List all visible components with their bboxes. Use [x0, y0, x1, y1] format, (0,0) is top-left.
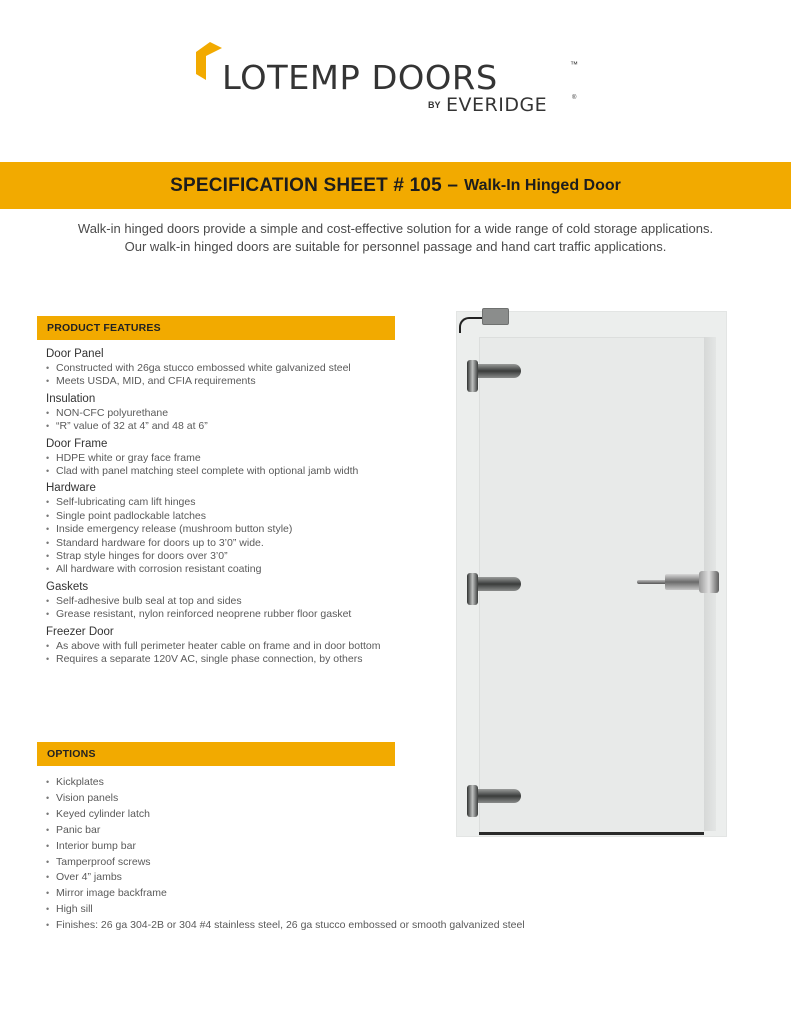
list-item: • Kickplates — [46, 775, 646, 791]
intro-line-2: Our walk-in hinged doors are suitable for personnel passage and hand cart traffic applications. — [124, 239, 667, 254]
list-item: • Finishes: 26 ga 304-2B or 304 #4 stainless steel, 26 ga stucco embossed or smooth galvanized steel — [46, 918, 646, 934]
list-item: • As above with full perimeter heater cable on frame and in door bottom — [46, 640, 391, 653]
door-panel-list — [46, 362, 416, 389]
hinge-top-icon — [465, 360, 525, 394]
hardware-list — [46, 496, 416, 576]
list-item: • Keyed cylinder latch — [46, 807, 646, 823]
gaskets-list — [46, 595, 416, 622]
intro-paragraph — [0, 220, 791, 256]
company-logo — [194, 40, 594, 120]
list-item: • Inside emergency release (mushroom button style) — [46, 523, 416, 536]
list-item: • Over 4” jambs — [46, 870, 646, 886]
registered-symbol: ® — [572, 95, 577, 101]
group-title-door-panel: Door Panel — [46, 348, 104, 360]
group-title-gaskets: Gaskets — [46, 580, 89, 593]
group-title-freezer-door: Freezer Door — [46, 625, 114, 638]
logo-brand-text: LOTEMP DOORS — [222, 58, 498, 97]
logo-mark-icon — [196, 42, 222, 80]
list-item: • Vision panels — [46, 791, 646, 807]
trademark-symbol: ™ — [570, 60, 578, 69]
list-item: • NON-CFC polyurethane — [46, 407, 416, 420]
list-item: • Panic bar — [46, 823, 646, 839]
list-item: • Self-lubricating cam lift hinges — [46, 496, 416, 509]
group-title-insulation: Insulation — [46, 392, 96, 405]
list-item: • Clad with panel matching steel complete with optional jamb width — [46, 465, 416, 478]
insulation-list — [46, 407, 416, 434]
list-item: • Interior bump bar — [46, 839, 646, 855]
door-frame-list — [46, 452, 416, 479]
list-item: • Single point padlockable latches — [46, 510, 416, 523]
product-features-heading: PRODUCT FEATURES — [37, 316, 395, 340]
list-item: • Mirror image backframe — [46, 886, 646, 902]
list-item: • HDPE white or gray face frame — [46, 452, 416, 465]
group-title-hardware: Hardware — [46, 482, 96, 495]
sheet-title: SPECIFICATION SHEET # 105 – — [170, 174, 459, 196]
list-item: • Tamperproof screws — [46, 855, 646, 871]
options-heading: OPTIONS — [37, 742, 395, 766]
product-image-door — [455, 305, 730, 840]
list-item: • High sill — [46, 902, 646, 918]
product-features-list — [46, 347, 416, 667]
door-latch-icon — [637, 571, 719, 595]
hinge-middle-icon — [465, 573, 525, 607]
hinge-bottom-icon — [465, 785, 525, 819]
group-title-door-frame: Door Frame — [46, 437, 108, 450]
list-item: • Constructed with 26ga stucco embossed white galvanized steel — [46, 362, 416, 375]
list-item: • Strap style hinges for doors over 3’0” — [46, 550, 416, 563]
list-item: • Standard hardware for doors up to 3’0” wide. — [46, 537, 416, 550]
list-item: • All hardware with corrosion resistant coating — [46, 563, 416, 576]
logo-parent-text: EVERIDGE — [446, 94, 548, 116]
list-item: • Grease resistant, nylon reinforced neoprene rubber floor gasket — [46, 608, 416, 621]
floor-gasket — [479, 832, 704, 835]
freezer-door-list — [46, 640, 391, 667]
heater-junction-box — [482, 308, 509, 325]
sheet-subtitle: Walk-In Hinged Door — [464, 176, 621, 194]
intro-line-1: Walk-in hinged doors provide a simple and cost-effective solution for a wide range of cold storage applications. — [77, 221, 714, 236]
list-item: • Self-adhesive bulb seal at top and sides — [46, 595, 416, 608]
list-item: • Requires a separate 120V AC, single phase connection, by others — [46, 653, 391, 666]
list-item: • “R” value of 32 at 4” and 48 at 6” — [46, 420, 416, 433]
list-item: • Meets USDA, MID, and CFIA requirements — [46, 375, 416, 388]
logo-by-text: BY — [428, 100, 441, 110]
title-banner — [0, 162, 791, 209]
